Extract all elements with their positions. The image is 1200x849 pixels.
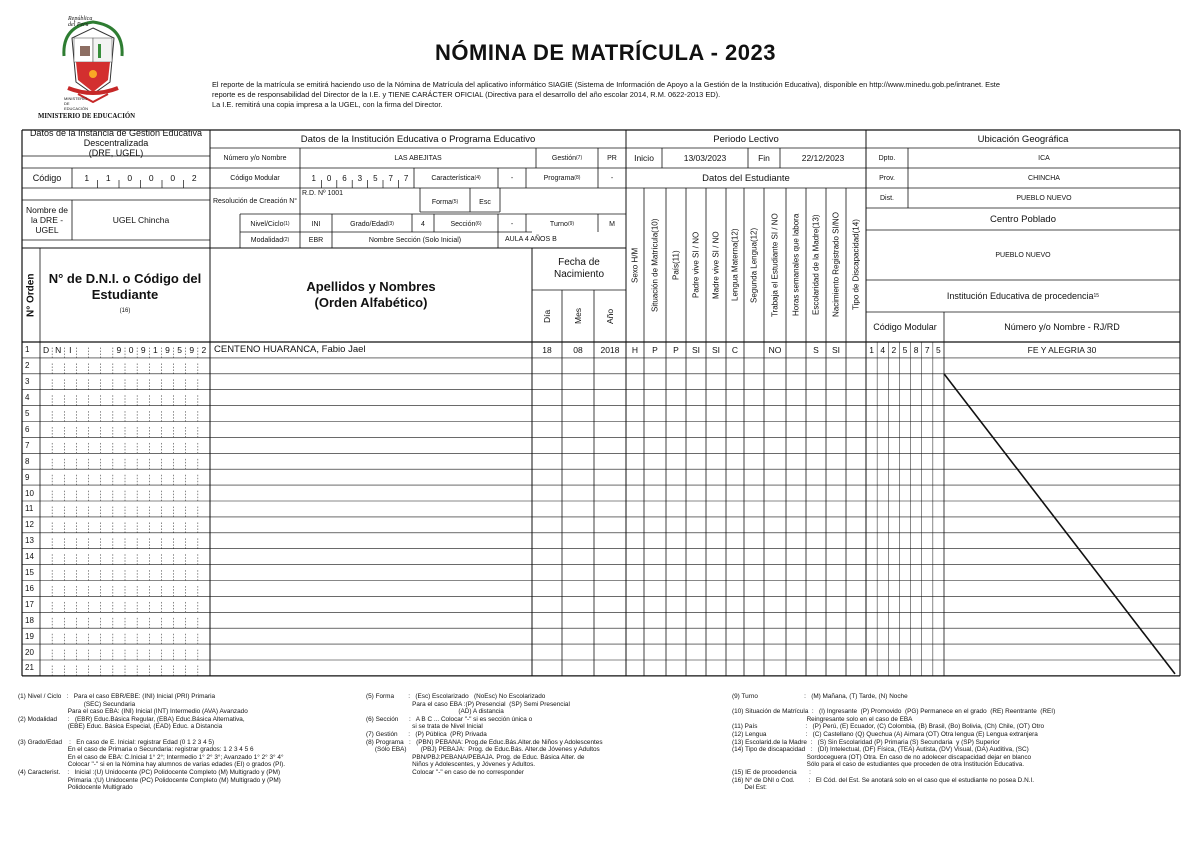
col-situacion-header: Situación de Matrícula(10) (650, 218, 660, 312)
periodo-fin-value: 22/12/2023 (801, 153, 845, 163)
ie-codmod-label: Código Modular (230, 174, 280, 182)
row-number: 2 (25, 361, 30, 371)
dre-codigo-digit: 0 (170, 173, 176, 183)
periodo-inicio-label: Inicio (634, 153, 654, 163)
row-number: 15 (25, 568, 34, 578)
ie-programa-value: - (610, 174, 614, 182)
col-dia-header: Día (542, 309, 552, 323)
student-dni-char: 9 (140, 344, 146, 355)
col-lengua-header: Lengua Materna(12) (730, 228, 740, 302)
ie-gestion-value: PR (607, 154, 617, 162)
ie-procedencia-label: Institución Educativa de procedencia 15 (946, 291, 1100, 301)
dre-heading: Datos de la Instancia de Gestión Educativa Descentralizada (29, 128, 203, 148)
row-number: 3 (25, 377, 30, 387)
col-anio-header: Año (605, 308, 615, 324)
centro-poblado-label: Centro Poblado (989, 213, 1057, 225)
col-dni-header: N° de D.N.I. o Código del Estudiante (16) (48, 271, 202, 314)
col-sexo-header: Sexo H/M (630, 247, 640, 283)
ie-grado-label: Grado/Edad (3) (350, 220, 394, 228)
ie-nombre-seccion-value: AULA 4 AÑOS B (505, 236, 557, 243)
student-dia: 18 (542, 344, 552, 355)
ie-modalidad-label: Modalidad (2) (250, 236, 290, 244)
student-dni-char: 0 (128, 344, 134, 355)
ie-gestion-label: Gestión (7) (551, 154, 583, 162)
dre-heading-block (22, 130, 210, 156)
col-madre-header: Madre vive SI / NO (711, 231, 721, 299)
student-proc-codmod-digit: 2 (891, 344, 897, 355)
student-proc-nombre: FE Y ALEGRIA 30 (1027, 344, 1097, 355)
col-horas-header: Horas semanales que labora (791, 213, 801, 317)
dre-codigo-digit: 1 (84, 173, 90, 183)
periodo-inicio-value: 13/03/2023 (683, 153, 727, 163)
student-mes: 08 (573, 344, 583, 355)
row-number: 18 (25, 615, 34, 625)
col-trabaja-header: Trabaja el Estudiante SI / NO (770, 213, 780, 317)
ministry-label: MINISTERIO DE EDUCACIÓN (38, 113, 136, 120)
student-padre: SI (691, 344, 701, 355)
periodo-heading: Periodo Lectivo (713, 133, 779, 145)
ie-nivel-value: INI (311, 220, 321, 228)
row-number: 4 (25, 393, 30, 403)
intro-line-1: El reporte de la matrícula se emitirá haciendo uso de la Nómina de Matrícula del aplicativo informático SIAGIE (Sistema de Información de Apoyo a la Gestión de la Institución Educativa), disponible en http://www.minedu.gob.pe/intranet. Este (212, 80, 1000, 89)
student-dni-char: 9 (165, 344, 170, 355)
col-padre-header: Padre vive SI / NO (691, 231, 701, 299)
ie-turno-value: M (609, 220, 615, 228)
dre-codigo-digit: 1 (105, 173, 111, 183)
col-segunda-header: Segunda Lengua(12) (749, 227, 759, 303)
student-dni-char: 1 (152, 344, 158, 355)
proc-codmod-label: Código Modular (873, 322, 937, 332)
row-number: 11 (25, 504, 34, 514)
row-number: 8 (25, 456, 30, 466)
logo-text-bottom: MINISTERIO DE EDUCACIÓN (64, 96, 89, 111)
student-proc-codmod-digit: 1 (869, 344, 874, 355)
row-number: 7 (25, 440, 30, 450)
centro-poblado-value: PUEBLO NUEVO (995, 251, 1051, 259)
student-escolaridad: S (813, 344, 819, 355)
logo-text-top: República del Perú (68, 16, 93, 28)
row-number: 9 (25, 472, 30, 482)
dre-codigo-digit: 0 (148, 173, 154, 183)
ie-codmod-digit: 1 (311, 173, 316, 183)
ubicacion-heading: Ubicación Geográfica (977, 133, 1069, 145)
footnotes-col-1: (1) Nivel / Ciclo : Para el caso EBR/EBE: (INI) Inicial (PRI) Primaria (SEC) Secundaria Para el caso EBA: (INI) Inicial (INT) Intermedio (AVA) Avanzado (2) Modalidad : (EBR) Educ.Básica Regular, (EBA) Educ.Básica Alternativa, (EBE) Educ. Básica Especial, (EAD) Educ. a Distancia (3) Grado/Edad : En caso de E. Inicial: registrar Edad (0 1 2 3 4 5) En el caso de Primaria o Secundaria: registrar grados: 1 2 3 4 5 6 En el caso de EBA: C.Inicial 1° 2°; Intermedio 1° 2° 3°; Avanzado 1° 2° 3° 4° Colocar "-" si en la Nómina hay alumnos de varias edades (EI) o grados (PI). (4) Caracterist. : Inicial :(U) Unidocente (PC) Polidocente Completo (M) Multigrado y (PM) Primaria :(U) Unidocente (PC) Polidocente Completo (M) Multigrado y (PM) Polidocente Multigrado (18, 693, 286, 792)
dre-nombre-label: Nombre de la DRE - UGEL (25, 205, 69, 235)
intro-line-3: La I.E. remitirá una copia impresa a la UGEL, con la firma del Director. (212, 100, 443, 109)
intro-line-2: reporte es de responsabilidad del Director de la I.E. y TIENE CARÁCTER OFICIAL (Directiva para el desarrollo del año escolar 2014, R.M. 0622-2013 ED). (212, 90, 721, 99)
student-trabaja: NO (768, 344, 782, 355)
ie-codmod-digit: 0 (326, 173, 332, 183)
student-dni-char: I (69, 344, 72, 355)
col-orden-header: N° Orden (25, 273, 37, 317)
ie-seccion-value: - (510, 220, 514, 228)
ie-programa-label: Programa (8) (543, 174, 581, 182)
student-dni-char (76, 342, 88, 358)
col-pais-header: País(11) (671, 250, 681, 280)
row-number: 16 (25, 583, 34, 593)
student-horas (786, 342, 806, 358)
student-proc-codmod-digit: 5 (902, 344, 908, 355)
row-number: 6 (25, 424, 30, 434)
col-escolaridad-header: Escolaridad de la Madre(13) (811, 214, 821, 316)
col-apellidos-header: Apellidos y Nombres (Orden Alfabético) (306, 279, 436, 310)
student-dni-char: 2 (201, 344, 207, 355)
ie-resolucion-label: Resolución de Creación N° (212, 198, 298, 205)
student-proc-codmod-digit: 7 (924, 344, 930, 355)
ie-codmod-digit: 6 (342, 173, 347, 183)
ie-heading: Datos de la Institución Educativa o Programa Educativo (300, 133, 536, 145)
col-discapacidad-header: Tipo de Discapacidad(14) (851, 219, 861, 311)
ie-turno-label: Turno (9) (549, 220, 575, 228)
student-segunda (744, 342, 764, 358)
row-number: 10 (25, 488, 34, 498)
prov-label: Prov. (879, 174, 895, 182)
periodo-fin-label: Fin (758, 153, 770, 163)
student-pais: P (673, 344, 679, 355)
ie-codmod-digit: 3 (357, 173, 363, 183)
dre-codigo-digit: 0 (127, 173, 133, 183)
row-number: 5 (25, 409, 30, 419)
row-number: 17 (25, 599, 34, 609)
student-situacion: P (652, 344, 658, 355)
row-number: 20 (25, 647, 34, 657)
footnotes-col-2: (5) Forma : (Esc) Escolarizado (NoEsc) No Escolarizado Para el caso EBA :(P) Presencial (SP) Semi Presencial (AD) A distancia (6) Sección : A B C ... Colocar "-" si es sección única o si se trata de Nivel Inicial (7) Gestión : (P) Pública (PR) Privada (8) Programa : (PBN) PEBANA: Prog.de Educ.Bás.Alter.de Niños y Adolescentes (Sólo EBA) (PBJ) PEBAJA: Prog. de Educ.Bás. Alter.de Jóvenes y Adultos PBN/PBJ:PEBANA/PEBAJA. Prog. de Educ. Básica Alter. de Niños y Adolescentes, y Jóvenes y Adultos. Colocar "-" en caso de no corresponder (366, 693, 603, 776)
ie-codmod-digit: 7 (403, 173, 409, 183)
student-dni-char: 5 (177, 344, 182, 355)
dre-nombre-value: UGEL Chincha (112, 215, 170, 225)
row-number: 12 (25, 520, 34, 530)
student-dni-char (101, 342, 113, 358)
ie-codmod-digit: 7 (388, 173, 393, 183)
col-fecha-header: Fecha de Nacimiento (553, 257, 605, 280)
ie-nombre-seccion-label: Nombre Sección (Solo Inicial) (368, 236, 462, 244)
ie-resolucion-value: R.D. Nº 1001 (302, 190, 344, 197)
grid-line (944, 374, 1175, 674)
student-proc-codmod-digit: 5 (936, 344, 941, 355)
student-dni-char: D (43, 344, 50, 355)
student-dni-char (89, 342, 101, 358)
row-number: 14 (25, 552, 34, 562)
ie-forma-value: Esc (479, 198, 491, 206)
student-nacimiento: SI (831, 344, 841, 355)
ie-codmod-digit: 5 (373, 173, 378, 183)
student-dni-char: 9 (116, 344, 122, 355)
dre-codigo-label: Código (32, 173, 62, 183)
row-number: 21 (25, 663, 34, 673)
row-number: 1 (25, 345, 30, 355)
student-anio: 2018 (600, 344, 620, 355)
ie-modalidad-value: EBR (308, 236, 324, 244)
ie-seccion-label: Sección (6) (450, 220, 482, 228)
dre-subheading: (DRE, UGEL) (88, 148, 144, 158)
proc-numero-label: Número y/o Nombre - RJ/RD (1004, 322, 1120, 332)
dist-value: PUEBLO NUEVO (1016, 194, 1072, 202)
row-number: 13 (25, 536, 34, 546)
row-number: 19 (25, 631, 34, 641)
ie-nivel-label: Nivel/Ciclo (1) (250, 220, 290, 228)
datos-estudiante-heading: Datos del Estudiante (702, 172, 790, 184)
dre-codigo-digit: 2 (191, 173, 197, 183)
ie-numero-label: Número y/o Nombre (223, 154, 287, 162)
col-mes-header: Mes (573, 307, 583, 325)
ie-caracteristica-value: - (510, 174, 514, 182)
dpto-label: Dpto. (878, 154, 896, 162)
student-proc-codmod-digit: 8 (913, 344, 919, 355)
prov-value: CHINCHA (1028, 174, 1060, 182)
col-nacimiento-header: Nacimiento Registrado SI/NO (831, 212, 841, 318)
student-madre: SI (711, 344, 721, 355)
dist-label: Dist. (880, 194, 894, 202)
student-sexo: H (631, 344, 639, 355)
ie-forma-label: Forma (5) (431, 198, 459, 206)
ie-numero-value: LAS ABEJITAS (394, 154, 442, 162)
ie-caracteristica-label: Característica (4) (431, 174, 481, 182)
student-lengua: C (731, 344, 739, 355)
student-proc-codmod-digit: 4 (880, 344, 886, 355)
ie-grado-value: 4 (421, 220, 425, 228)
dpto-value: ICA (1038, 154, 1050, 162)
student-name: CENTENO HUARANCA, Fabio Jael (214, 344, 366, 356)
footnotes-col-3: (9) Turno : (M) Mañana, (T) Tarde, (N) Noche (10) Situación de Matrícula : (I) Ingresante (P) Promovido (PG) Permanece en el grado (RE) Reentrante (REI) Reingresante solo en el caso de EBA (11) País : (P) Perú, (E) Ecuador, (C) Colombia, (B) Brasil, (Bo) Bolivia, (Ch) Chile, (OT) Otro (12) Lengua : (C) Castellano (Q) Quechua (A) Aimara (OT) Otra lengua (E) Lengua extranjera (13) Escolarid.de la Madre : (S) Sin Escolaridad (P) Primaria (S) Secundaria y (SP) Superior (14) Tipo de discapacidad : (DI) Intelectual, (DF) Física, (TEA) Autista, (DV) Visual, (DA) Auditiva, (SC) Sordoceguera (OT) Otra. En caso de no adolecer discapacidad dejar en blanco Sólo para el caso de estudiantes que proceden de otra Institución Educativa. (15) IE de procedencia : (16) N° de DNI o Cod. : El Cód. del Est. Se anotará solo en el caso que el estudiante no posea D.N.I. Del Est: (732, 693, 1056, 792)
page-title: NÓMINA DE MATRÍCULA - 2023 (435, 40, 776, 65)
student-dni-char: N (55, 344, 62, 355)
student-dni-char: 9 (189, 344, 195, 355)
student-discapacidad (846, 342, 866, 358)
